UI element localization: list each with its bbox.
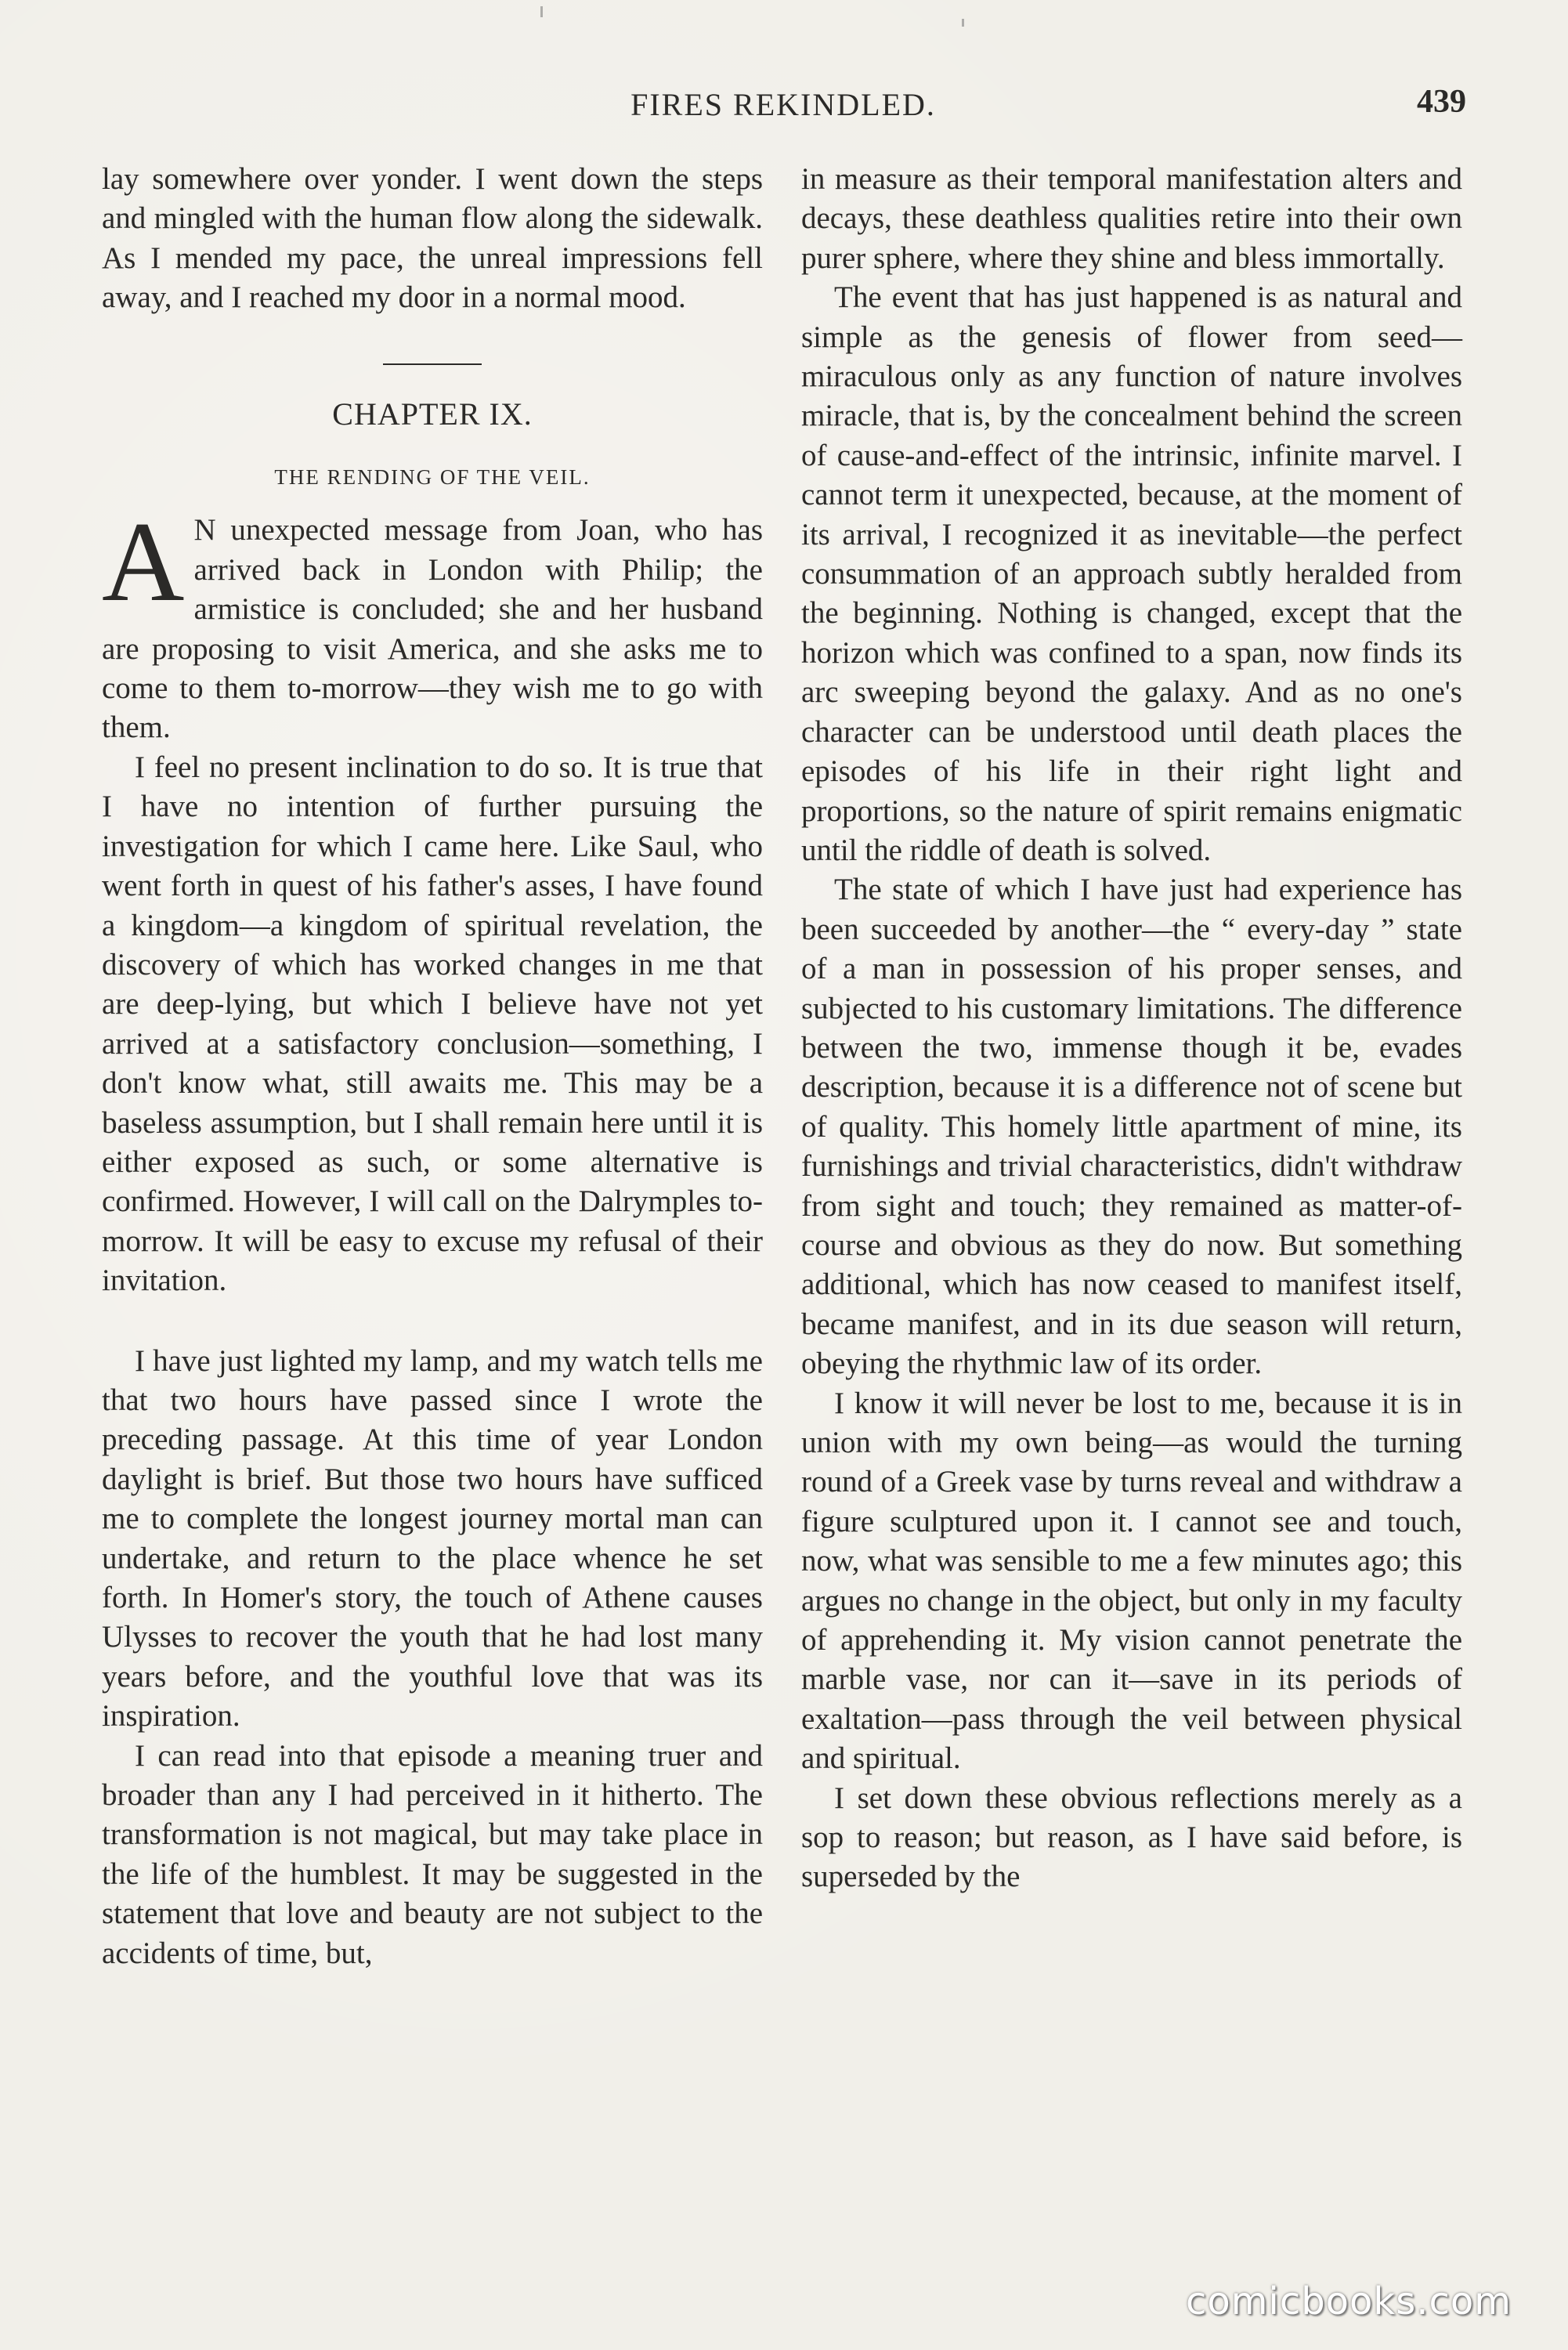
paragraph: I feel no present inclination to do so. It is true that I have no intention of further pursuing the investigation for which I came here. Like Saul, who went forth in quest of his father's asses, I have found a kingdom—a kingdom of spiritual revelation, the discovery of which has worked changes in me that are deep-lying, but which I believe have not yet arrived at a satisfactory conclusion—something, I don't know what, still awaits me. This may be a baseless assumption, but I shall remain here until it is either exposed as such, or some alternative is confirmed. However, I will call on the Dalrymples to-morrow. It will be easy to excuse my refusal of their invitation. bbox=[102, 750, 763, 1298]
paragraph: I can read into that episode a meaning truer and broader than any I had perceived in it hitherto. The transformation is not magical, but may take place in the life of the humblest. It may be suggested in the statement that love and beauty are not subject to the accidents of time, but, bbox=[102, 1738, 763, 1970]
left-column bbox=[102, 160, 763, 1973]
section-break bbox=[102, 1301, 763, 1342]
chapter-subtitle: THE RENDING OF THE VEIL. bbox=[274, 465, 591, 490]
paragraph: I know it will never be lost to me, because it is in union with my own being—as would the turning round of a Greek vase by turns reveal and withdraw a figure sculptured upon it. I cannot see and touch, now, what was sensible to me a few minutes ago; this argues no change in the object, but only in my faculty of apprehending it. My vision cannot penetrate the marble vase, nor can it—save in its periods of exaltation—pass through the veil between physical and spiritual. bbox=[801, 1386, 1462, 1776]
paragraph: I have just lighted my lamp, and my watch tells me that two hours have passed since I wrote the preceding passage. At this time of year London daylight is brief. But those two hours have sufficed me to complete the longest journey mortal man can undertake, and return to the place whence he set forth. In Homer's story, the touch of Athene causes Ulysses to recover the youth that he had lost many years before, and the youthful love that was its inspiration. bbox=[102, 1343, 763, 1734]
chapter-title: CHAPTER IX. bbox=[332, 396, 533, 432]
watermark-logo: comicbooks.com bbox=[1185, 2280, 1512, 2323]
print-speck bbox=[540, 6, 543, 17]
paragraph bbox=[102, 498, 763, 747]
drop-cap: A bbox=[102, 498, 185, 626]
paragraph-text: N unexpected message from Joan, who has arrived back in London with Philip; the armistice is concluded; she and her husband are proposing to visit America, and she asks me to come to them to-morrow—they wish me to go with them. bbox=[102, 513, 763, 745]
paragraph: I set down these obvious reflections merely as a sop to reason; but reason, as I have said before, is superseded by the bbox=[801, 1781, 1462, 1894]
paragraph: The state of which I have just had experience has been succeeded by another—the “ every-day ” state of a man in possession of his proper senses, and subjected to his customary limitations. The difference between the two, immense though it be, evades description, because it is a difference not of scene but of quality. This homely little apartment of mine, its furnishings and trivial characteristics, didn't withdraw from sight and touch; they remained as matter-of-course and obvious as they do now. But something additional, which has now ceased to manifest itself, became manifest, and in its due season will return, obeying the rhythmic law of its order. bbox=[801, 873, 1462, 1381]
right-column bbox=[801, 160, 1462, 1897]
running-title: FIRES REKINDLED. bbox=[630, 87, 936, 122]
paragraph: in measure as their temporal manifestation alters and decays, these deathless qualities retire into their own purer sphere, where they shine and bless immortally. bbox=[801, 162, 1462, 275]
print-speck bbox=[962, 19, 964, 27]
paragraph: The event that has just happened is as natural and simple as the genesis of flower from seed—miraculous only as any function of nature involves miracle, that is, by the concealment behind the screen of cause-and-effect of the intrinsic, infinite marvel. I cannot term it unexpected, because, at the moment of its arrival, I recognized it as inevitable—the perfect consummation of an approach subtly heralded from the beginning. Nothing is changed, except that the horizon which was confined to a span, now finds its arc sweeping beyond the galaxy. And as no one's character can be understood until death places the episodes of his life in their right light and proportions, so the nature of spirit remains enigmatic until the riddle of death is solved. bbox=[801, 280, 1462, 867]
page-number: 439 bbox=[1417, 84, 1466, 120]
paragraph: lay somewhere over yonder. I went down the steps and mingled with the human flow along the sidewalk. As I mended my pace, the unreal impressions fell away, and I reached my door in a normal mood. bbox=[102, 162, 763, 315]
running-head bbox=[100, 81, 1466, 128]
section-divider bbox=[383, 363, 482, 365]
